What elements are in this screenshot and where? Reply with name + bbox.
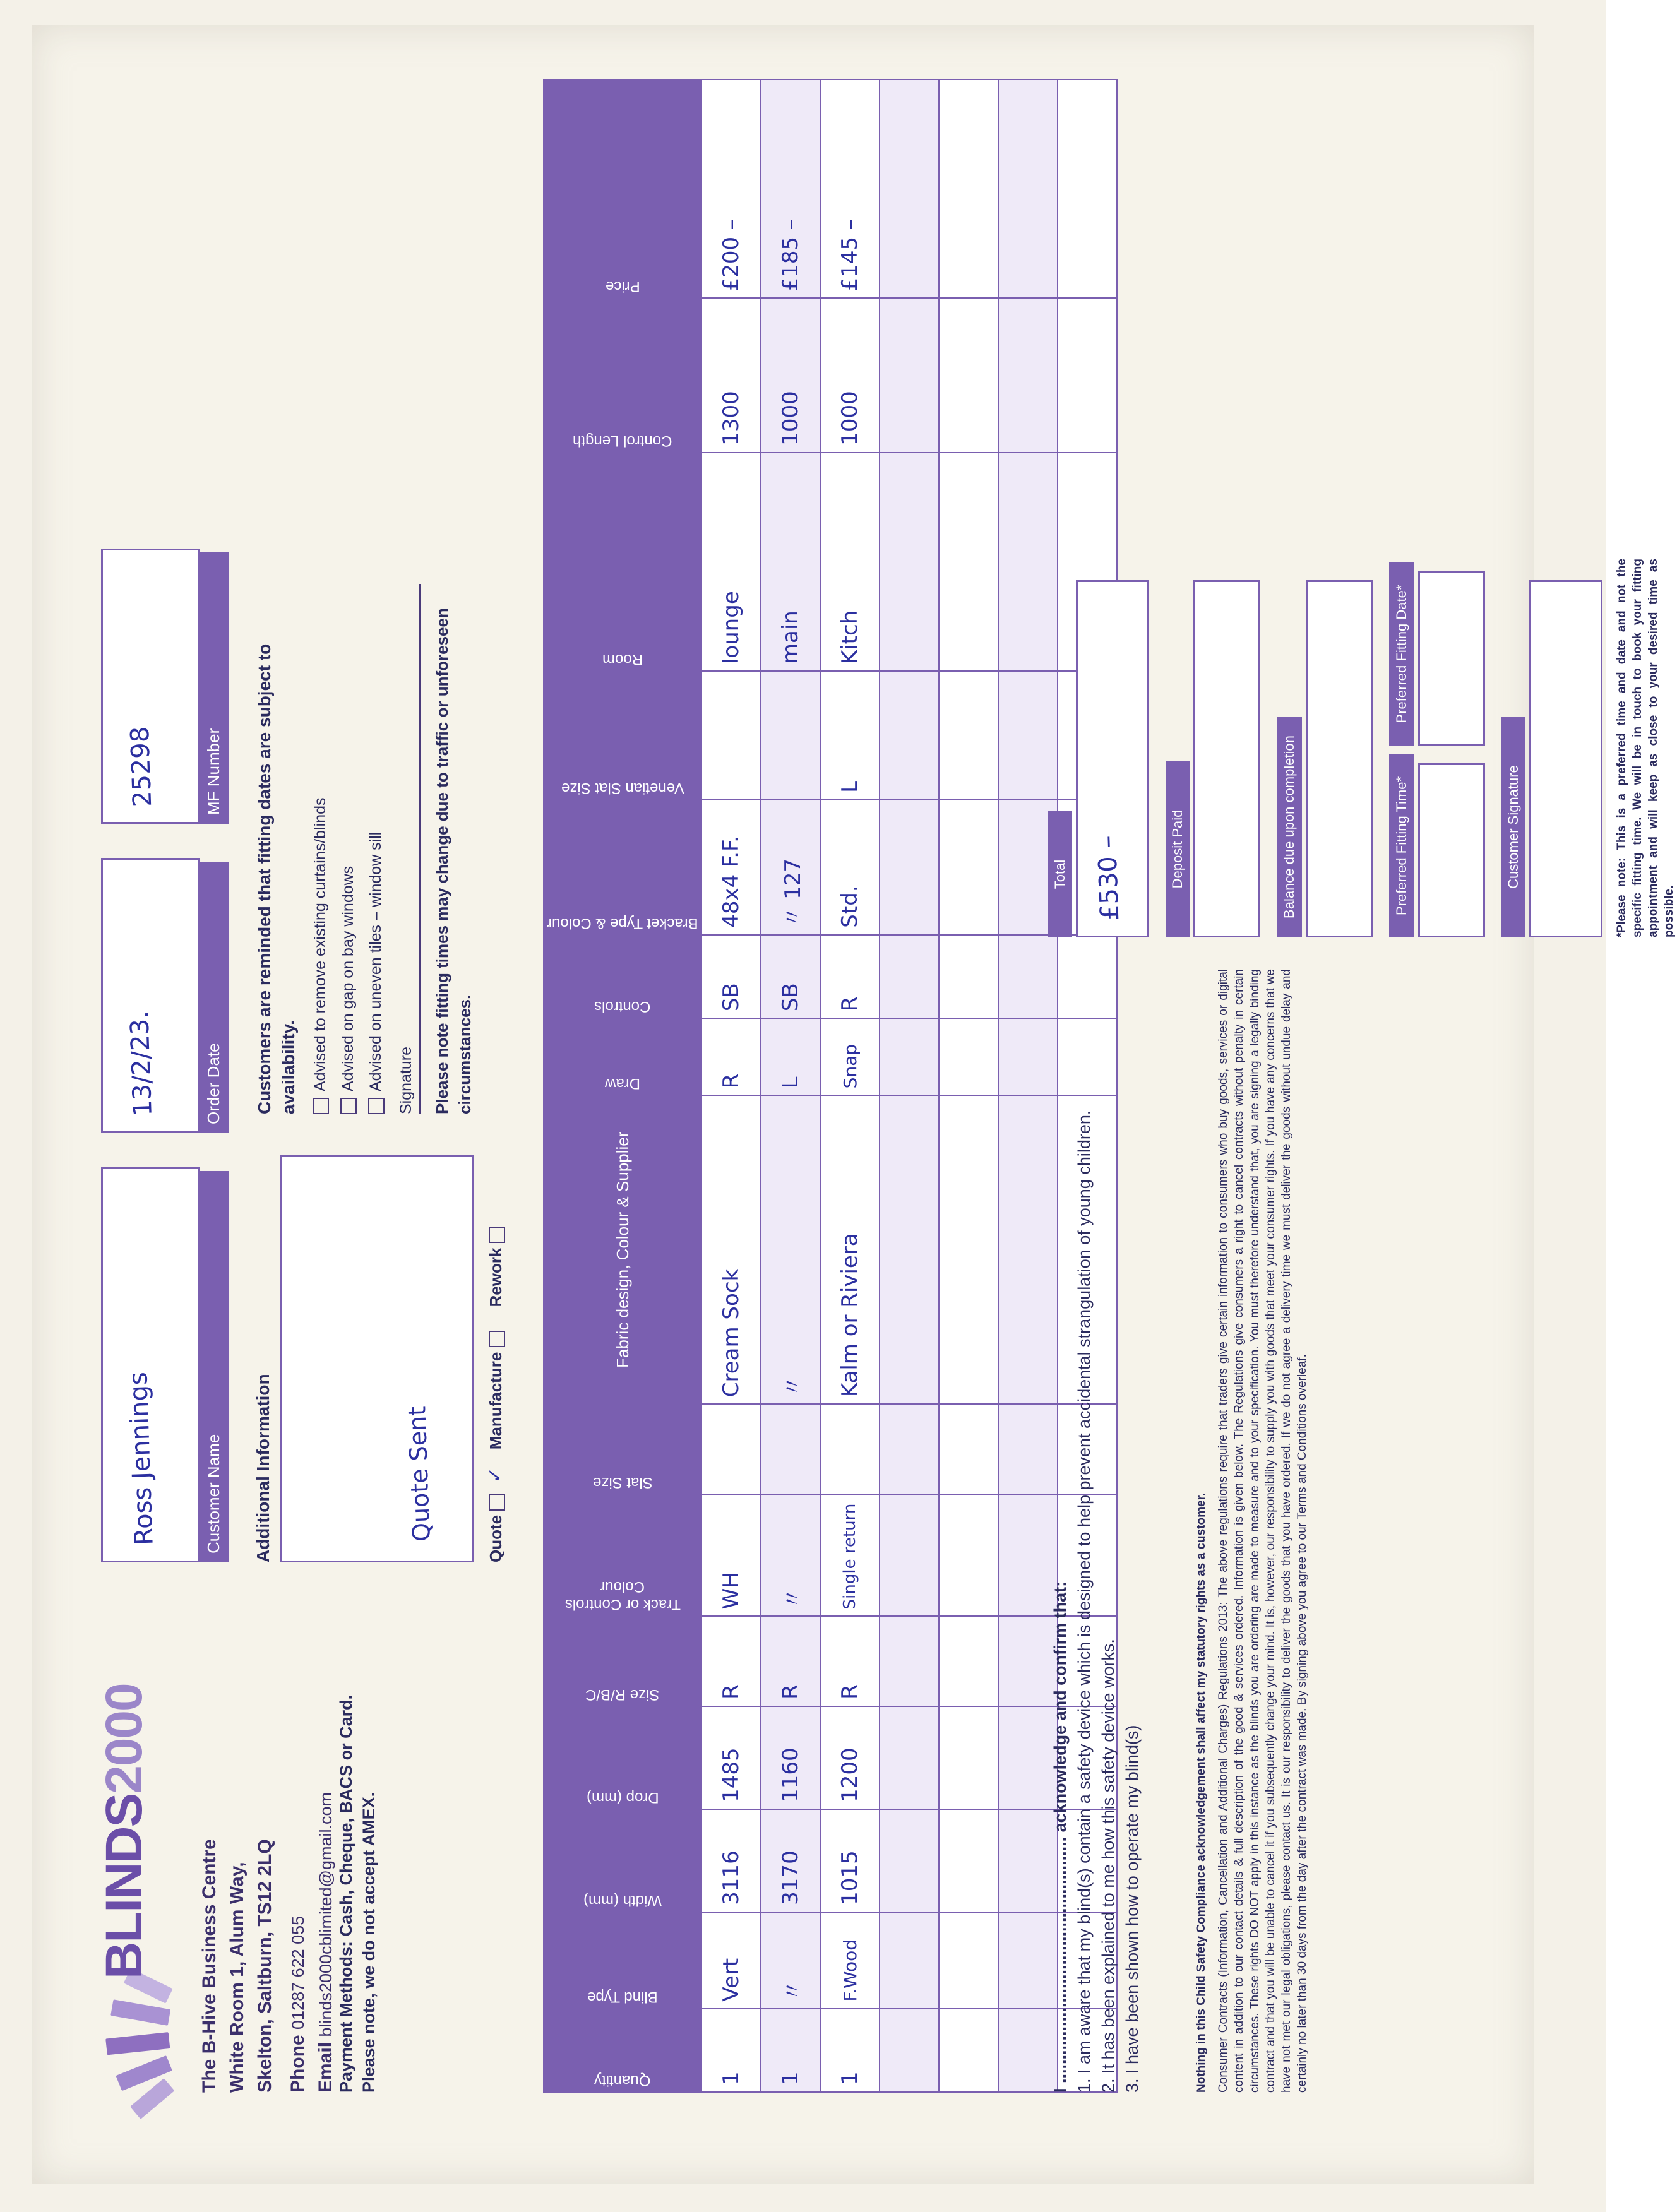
cell-control-length[interactable]: 1300 bbox=[701, 298, 761, 452]
reminder-checkbox-1[interactable] bbox=[313, 1098, 329, 1114]
cell-room[interactable]: Kitch bbox=[820, 453, 880, 671]
child-safety-statement: Nothing in this Child Safety Compliance acknowledgement shall affect my statutory rights as a customer. bbox=[1195, 1492, 1208, 2093]
cell-controls[interactable]: SB bbox=[761, 935, 820, 1018]
consumer-contracts-statement: Consumer Contracts (Information, Cancellation and Additional Charges) Regulations 2013: The above regulations require that traders give certain information to consumers who buy goods, services or digital content in addition to our contact details & full description of the good & services ordered. Information is given below. The Regulations give consumers a right to cancel contracts without penalty in certain circumstances. These rights DO NOT apply in this instance as the blinds you are ordering are made to measure and to your specification. You must therefore understand that, you are signing a legally binding contract and that you will be unable to cancel it if you subsequently change your mind. It is, however, our responsibility to supply you with goods that meet your consumer rights. If you have any concerns that we have not met our legal obligations, please contact us. It is our responsibility to deliver the goods that you have ordered. If we do not agree a delivery time we must deliver the goods without undue delay and certainly no later than 30 days from the day after the contract was made. By signing above you agree to our Terms and Conditions overleaf. bbox=[1217, 969, 1309, 2093]
cell-width[interactable]: 1015 bbox=[820, 1809, 880, 1912]
cell-fabric[interactable] bbox=[939, 1095, 998, 1404]
order-date-label: Order Date bbox=[199, 862, 229, 1133]
col-width: Width (mm) bbox=[583, 1891, 662, 1909]
additional-information-box[interactable] bbox=[280, 1155, 474, 1562]
cell-controls[interactable]: R bbox=[820, 935, 880, 1018]
cell-slat-size[interactable] bbox=[761, 1404, 820, 1494]
cell-venetian[interactable] bbox=[701, 671, 761, 800]
cell-room[interactable]: lounge bbox=[701, 453, 761, 671]
cell-price[interactable]: £145 – bbox=[820, 80, 880, 298]
cell-bracket[interactable] bbox=[880, 800, 939, 935]
cell-track-colour[interactable]: 〃 bbox=[761, 1494, 820, 1617]
cell-slat-size[interactable] bbox=[820, 1404, 880, 1494]
col-controls: Controls bbox=[594, 998, 651, 1016]
mf-number-box[interactable] bbox=[101, 549, 200, 824]
total-value: £530 – bbox=[1092, 835, 1125, 921]
cell-drop[interactable]: 1160 bbox=[761, 1706, 820, 1809]
cell-size-rbc[interactable]: R bbox=[761, 1616, 820, 1706]
additional-information-panel bbox=[253, 1146, 506, 1562]
additional-information-note: Quote Sent bbox=[403, 1406, 436, 1542]
email-label: Email bbox=[315, 2042, 336, 2093]
cell-drop[interactable]: 1485 bbox=[701, 1706, 761, 1809]
cell-blind-type[interactable]: Vert bbox=[701, 1912, 761, 2009]
col-room: Room bbox=[602, 651, 643, 669]
cell-size-rbc[interactable]: R bbox=[701, 1616, 761, 1706]
reminder-item-2[interactable] bbox=[337, 552, 359, 1114]
acknowledge-item-3: 3. I have been shown how to operate my blind(s) bbox=[1123, 1725, 1142, 2093]
cell-price[interactable] bbox=[939, 80, 998, 298]
reminder-item-3[interactable] bbox=[365, 552, 386, 1114]
cell-venetian[interactable] bbox=[939, 671, 998, 800]
preferred-fitting-date-label: Preferred Fitting Date* bbox=[1389, 562, 1414, 746]
reminder-footer: Please note fitting times may change due to traffic or unforeseen circumstances. bbox=[433, 608, 474, 1114]
cell-drop[interactable]: 1200 bbox=[820, 1706, 880, 1809]
cell-fabric[interactable]: Kalm or Riviera bbox=[820, 1095, 880, 1404]
rework-checkbox[interactable] bbox=[489, 1227, 505, 1243]
fitting-reminder-panel bbox=[253, 552, 476, 1114]
rework-label: Rework bbox=[486, 1247, 505, 1307]
preferred-fitting-time-label: Preferred Fitting Time* bbox=[1389, 754, 1414, 937]
customer-name-value: Ross Jennings bbox=[124, 1371, 159, 1546]
cell-size-rbc[interactable] bbox=[880, 1616, 939, 1706]
table-row[interactable] bbox=[939, 80, 998, 2092]
brand-word-2000: 2000 bbox=[95, 1684, 153, 1794]
reminder-label-1: Advised to remove existing curtains/blinds bbox=[311, 797, 329, 1091]
order-items-table-head bbox=[544, 80, 701, 2092]
col-venetian-slat: Venetian Slat Size bbox=[561, 779, 684, 797]
address-line-3: Skelton, Saltburn, TS12 2LQ bbox=[254, 1839, 275, 2093]
payment-methods bbox=[335, 1562, 380, 2093]
cell-controls[interactable] bbox=[939, 935, 998, 1018]
order-form-page bbox=[63, 28, 1676, 2131]
paper-sheet bbox=[32, 25, 1676, 2184]
brand-logo bbox=[88, 1684, 208, 2093]
cell-blind-type[interactable] bbox=[939, 1912, 998, 2009]
cell-quantity[interactable] bbox=[880, 2009, 939, 2092]
mf-number-value: 25298 bbox=[125, 725, 158, 807]
cell-control-length[interactable]: 1000 bbox=[820, 298, 880, 452]
email-address: blinds2000cblimited@gmail.com bbox=[316, 1792, 335, 2037]
cell-price[interactable]: £185 – bbox=[761, 80, 820, 298]
col-blind-type: Blind Type bbox=[587, 1988, 658, 2006]
customer-name-label: Customer Name bbox=[199, 1171, 229, 1562]
cell-control-length[interactable] bbox=[998, 298, 1058, 452]
cell-fabric[interactable] bbox=[880, 1095, 939, 1404]
col-track-colour: Track or Controls Colour bbox=[564, 1578, 681, 1614]
col-draw: Draw bbox=[604, 1075, 640, 1093]
cell-draw[interactable]: Snap bbox=[820, 1018, 880, 1095]
balance-label: Balance due upon completion bbox=[1277, 717, 1302, 937]
deposit-value-box[interactable] bbox=[1193, 580, 1260, 937]
cell-slat-size[interactable] bbox=[939, 1404, 998, 1494]
reminder-checkbox-3[interactable] bbox=[368, 1098, 385, 1114]
blinds-fan-icon bbox=[100, 1985, 169, 2093]
table-row[interactable] bbox=[701, 80, 761, 2092]
cell-draw[interactable]: L bbox=[761, 1018, 820, 1095]
cell-drop[interactable] bbox=[939, 1706, 998, 1809]
cell-track-colour[interactable]: WH bbox=[701, 1494, 761, 1617]
fitting-reminder-title: Customers are reminded that fitting dates are subject to availability. bbox=[254, 643, 298, 1114]
table-header-row bbox=[544, 80, 701, 2092]
cell-fabric[interactable]: 〃 bbox=[761, 1095, 820, 1404]
quote-label: Quote bbox=[486, 1514, 505, 1562]
balance-value-box[interactable] bbox=[1306, 580, 1373, 937]
additional-information-title: Additional Information bbox=[253, 1374, 273, 1562]
cell-controls[interactable]: SB bbox=[701, 935, 761, 1018]
rework-option[interactable] bbox=[485, 1220, 506, 1307]
address-line-2: White Room 1, Alum Way, bbox=[227, 1862, 248, 2093]
cell-quantity[interactable]: 1 bbox=[761, 2009, 820, 2092]
cell-size-rbc[interactable] bbox=[939, 1616, 998, 1706]
cell-quantity[interactable] bbox=[939, 2009, 998, 2092]
payment-line-2: Please note, we do not accept AMEX. bbox=[359, 1792, 378, 2093]
quote-check-mark: ✓ bbox=[484, 1467, 506, 1484]
cell-control-length[interactable] bbox=[880, 298, 939, 452]
cell-bracket[interactable] bbox=[939, 800, 998, 935]
address-line-1: The B-Hive Business Centre bbox=[199, 1839, 220, 2093]
cell-venetian[interactable] bbox=[761, 671, 820, 800]
reminder-signature-row[interactable] bbox=[395, 584, 421, 1114]
order-date-box[interactable] bbox=[101, 858, 200, 1133]
order-date-value: 13/2/23. bbox=[125, 1010, 158, 1117]
cell-blind-type[interactable] bbox=[880, 1912, 939, 2009]
cell-width[interactable] bbox=[880, 1809, 939, 1912]
manufacture-label: Manufacture bbox=[486, 1352, 505, 1450]
brand-wordmark bbox=[95, 1684, 154, 1979]
col-price: Price bbox=[605, 278, 640, 295]
cell-draw[interactable] bbox=[939, 1018, 998, 1095]
customer-name-box[interactable] bbox=[101, 1167, 200, 1562]
cell-track-colour[interactable] bbox=[939, 1494, 998, 1617]
reminder-label-2: Advised on gap on bay windows bbox=[339, 865, 357, 1091]
col-fabric: Fabric design, Colour & Supplier bbox=[613, 1131, 632, 1368]
cell-track-colour[interactable] bbox=[880, 1494, 939, 1617]
cell-size-rbc[interactable]: R bbox=[820, 1616, 880, 1706]
cell-quantity[interactable]: 1 bbox=[820, 2009, 880, 2092]
cell-room[interactable] bbox=[939, 453, 998, 671]
reminder-item-1[interactable] bbox=[309, 552, 331, 1114]
cell-control-length[interactable] bbox=[939, 298, 998, 452]
payment-line-1: Payment Methods: Cash, Cheque, BACS or Card. bbox=[337, 1694, 355, 2093]
reminder-checkbox-2[interactable] bbox=[340, 1098, 357, 1114]
cell-draw[interactable]: R bbox=[701, 1018, 761, 1095]
cell-drop[interactable] bbox=[880, 1706, 939, 1809]
preferred-fitting-date-box[interactable] bbox=[1418, 571, 1485, 746]
cell-price[interactable]: £200 – bbox=[701, 80, 761, 298]
cell-bracket[interactable]: 〃 127 bbox=[761, 800, 820, 935]
order-items-table bbox=[543, 79, 1118, 2093]
cell-price[interactable] bbox=[880, 80, 939, 298]
acknowledge-item-1: 1. I am aware that my blind(s) contain a safety device which is designed to help prevent accidental strangulation of young children. bbox=[1075, 1110, 1094, 2093]
cell-blind-type[interactable]: F.Wood bbox=[820, 1912, 880, 2009]
company-address bbox=[196, 1613, 340, 2093]
totals-panel bbox=[1048, 546, 1677, 937]
quote-option[interactable] bbox=[485, 1467, 506, 1562]
reminder-label-3: Advised on uneven tiles – window sill bbox=[367, 831, 385, 1091]
acknowledge-panel bbox=[1048, 969, 1144, 2093]
cell-venetian[interactable] bbox=[880, 671, 939, 800]
table-row[interactable] bbox=[761, 80, 820, 2092]
cell-draw[interactable] bbox=[880, 1018, 939, 1095]
manufacture-option[interactable] bbox=[485, 1324, 506, 1449]
reminder-signature-label: Signature bbox=[397, 1046, 415, 1114]
cell-room[interactable]: main bbox=[761, 453, 820, 671]
phone-label: Phone bbox=[287, 2035, 308, 2093]
deposit-label: Deposit Paid bbox=[1166, 761, 1190, 937]
quote-checkbox[interactable] bbox=[489, 1494, 505, 1511]
cell-bracket[interactable]: Std. bbox=[820, 800, 880, 935]
col-quantity: Quantity bbox=[594, 2072, 651, 2089]
cell-slat-size[interactable] bbox=[701, 1404, 761, 1494]
cell-slat-size[interactable] bbox=[880, 1404, 939, 1494]
table-row[interactable] bbox=[880, 80, 939, 2092]
cell-blind-type[interactable]: 〃 bbox=[761, 1912, 820, 2009]
col-slat-size: Slat Size bbox=[592, 1473, 653, 1491]
col-drop: Drop (mm) bbox=[586, 1788, 659, 1806]
legal-panel bbox=[1193, 969, 1310, 2093]
acknowledge-lead: I .................................................... acknowledge and confirm that: bbox=[1051, 1581, 1070, 2093]
brand-word-blinds: BLINDS bbox=[95, 1793, 153, 1979]
preferred-fitting-time-box[interactable] bbox=[1418, 763, 1485, 937]
preferred-fitting-note: *Please note: This is a preferred time and date and not the specific fitting time. We will be in touch to book your fitting appointment and will keep as close to your desired time as possible. bbox=[1615, 559, 1676, 937]
cell-bracket[interactable]: 48x4 F.F. bbox=[701, 800, 761, 935]
cell-control-length[interactable]: 1000 bbox=[761, 298, 820, 452]
cell-width[interactable]: 3170 bbox=[761, 1809, 820, 1912]
customer-signature-label: Customer Signature bbox=[1501, 717, 1525, 937]
cell-width[interactable] bbox=[939, 1809, 998, 1912]
total-label: Total bbox=[1048, 811, 1072, 937]
cell-price[interactable] bbox=[1058, 80, 1117, 298]
table-row[interactable] bbox=[820, 80, 880, 2092]
cell-controls[interactable] bbox=[880, 935, 939, 1018]
cell-control-length[interactable] bbox=[1058, 298, 1117, 452]
cell-venetian[interactable]: L bbox=[820, 671, 880, 800]
col-size-rbc: Size R/B/C bbox=[585, 1686, 660, 1703]
cell-room[interactable] bbox=[880, 453, 939, 671]
customer-signature-box[interactable] bbox=[1529, 580, 1602, 937]
cell-quantity[interactable]: 1 bbox=[701, 2009, 761, 2092]
col-control-length: Control Length bbox=[573, 432, 672, 449]
cell-fabric[interactable]: Cream Sock bbox=[701, 1095, 761, 1404]
cell-width[interactable]: 3116 bbox=[701, 1809, 761, 1912]
mf-number-label: MF Number bbox=[199, 552, 229, 824]
col-bracket: Bracket Type & Colour bbox=[547, 914, 698, 932]
acknowledge-item-2: 2. It has been explained to me how this safety device works. bbox=[1099, 1639, 1118, 2093]
phone-number: 01287 622 055 bbox=[289, 1915, 307, 2030]
cell-price[interactable] bbox=[998, 80, 1058, 298]
order-items-table-wrap bbox=[543, 79, 1118, 2093]
cell-track-colour[interactable]: Single return bbox=[820, 1494, 880, 1617]
manufacture-checkbox[interactable] bbox=[489, 1331, 505, 1347]
total-value-box[interactable] bbox=[1076, 580, 1149, 937]
